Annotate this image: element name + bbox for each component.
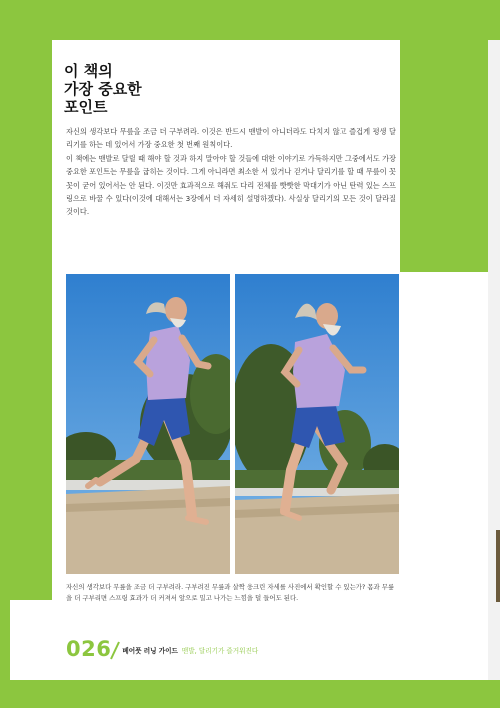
left-accent-bar — [10, 40, 52, 600]
title-line-3: 포인트 — [64, 98, 108, 116]
hedge — [235, 470, 399, 490]
photo-caption: 자신의 생각보다 무릎을 조금 더 구부려라. 구부려진 무릎과 살짝 웅크린 자세를 사진에서 확인할 수 있는가? 몸과 무릎을 더 구부리면 스프링 효과가 더 커져서 앞으로 밀고 나가는 느낌을 덜 들어도 된다. — [66, 583, 395, 602]
page-title — [64, 62, 264, 116]
body-text — [66, 125, 396, 219]
slash-icon — [110, 640, 120, 660]
paragraph-1: 자신의 생각보다 무릎을 조금 더 구부려라. 이것은 반드시 맨발이 아니더라도 다치지 않고 즐겁게 평생 달리기를 하는 데 있어서 가장 중요한 첫 번째 원칙이다. — [66, 127, 396, 150]
book-subtitle: 맨발, 달리기가 즐거워진다 — [181, 647, 259, 655]
title-line-1: 이 책의 — [64, 62, 113, 80]
runner-right-illustration — [235, 274, 399, 574]
right-accent-block — [400, 40, 488, 272]
fence — [235, 488, 399, 496]
page-footer — [66, 636, 258, 660]
hedge — [66, 460, 230, 482]
title-line-2: 가장 중요한 — [64, 80, 142, 98]
runner-photo-right — [235, 274, 399, 574]
next-page-photo-edge — [496, 530, 500, 602]
runner-photo-left — [66, 274, 230, 574]
runner-left-illustration — [66, 274, 230, 574]
page-number: 026 — [66, 637, 112, 661]
paragraph-2: 이 책에는 맨발로 달릴 때 해야 할 것과 하지 말아야 할 것들에 대한 이야기로 가득하지만 그중에서도 가장 중요한 포인트는 무릎을 굽히는 것이다. 그게 아니라면 최소한 서 있거나 걷거나 달리기를 할 때 무릎이 꼿꼿이 굳어 있어서는 안 된다. 이것만 효과적으로 해줘도 다리 전체를 빳빳한 막대기가 아닌 탄력 있는 스프링으로 바꿀 수 있다(이것에 대해서는 3장에서 더 자세히 설명하겠다). 사실상 달리기의 모든 것이 달라질 것이다. — [66, 153, 396, 217]
book-title: 베어풋 러닝 가이드 — [122, 647, 178, 655]
